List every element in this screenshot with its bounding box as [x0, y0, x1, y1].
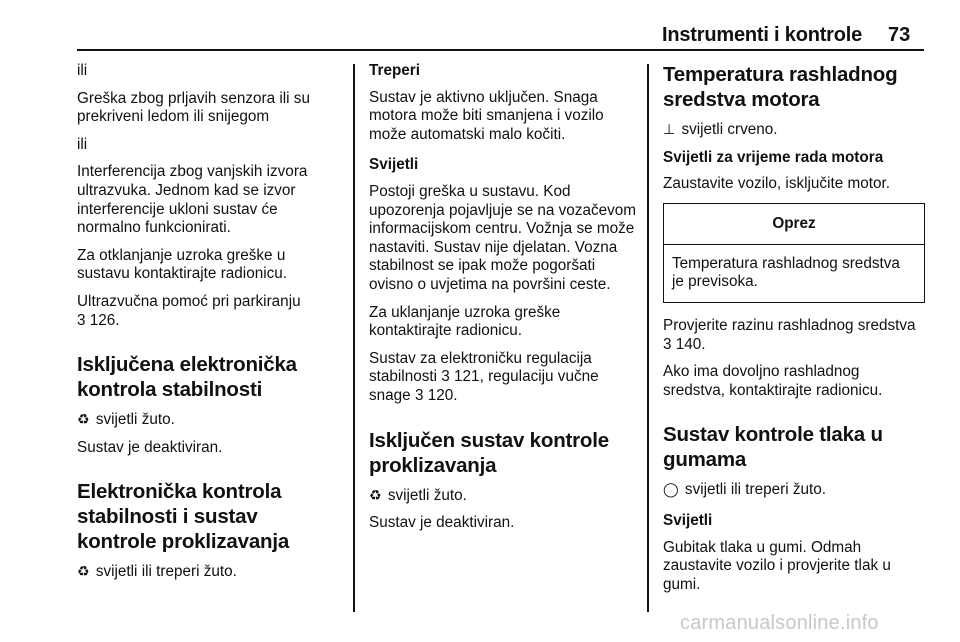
- indicator-line: [77, 410, 339, 430]
- paragraph: Gubitak tlaka u gumi. Odmah zaustavite vozilo i provjerite tlak u gumi.: [663, 538, 891, 593]
- section-heading-esc-off: Isključena elektronička kontrola stabilnosti: [77, 353, 297, 402]
- ref-text: Provjerite razinu rashladnog sredstva: [663, 316, 916, 334]
- ref-arrow-icon: 3: [77, 311, 86, 329]
- page-header-title: Instrumenti i kontrole: [662, 24, 863, 46]
- paragraph: ili: [77, 62, 88, 79]
- section-heading-tc-off: Isključen sustav kontrole proklizavanja: [369, 428, 609, 477]
- indicator-status: svijetli ili treperi žuto.: [95, 563, 237, 581]
- subheading-treperi: Treperi: [369, 62, 421, 79]
- column-3: [663, 62, 925, 603]
- paragraph: Zaustavite vozilo, isključite motor.: [663, 175, 890, 193]
- paragraph: Za uklanjanje uzroka greške kontaktirajte radionicu.: [369, 303, 561, 340]
- ref-text: Ultrazvučna pomoć pri parkiranju: [77, 292, 301, 310]
- section-heading-coolant: Temperatura rashladnog sredstva motora: [663, 63, 898, 111]
- section-heading-tpms: Sustav kontrole tlaka u gumama: [663, 423, 883, 472]
- ref-arrow-icon: 3: [663, 335, 672, 353]
- column-divider-1: [353, 64, 355, 612]
- column-divider-2: [647, 64, 649, 612]
- indicator-line: [369, 486, 637, 506]
- esc-warning-icon: ♻: [77, 563, 90, 580]
- column-1: [77, 62, 339, 591]
- indicator-line: [663, 480, 925, 500]
- ref-page[interactable]: 126.: [89, 311, 120, 329]
- paragraph: Sustav je deaktiviran.: [77, 438, 223, 456]
- subheading-running: Svijetli za vrijeme rada motora: [663, 148, 884, 166]
- ref-arrow-icon: 3: [414, 386, 424, 404]
- caution-title: Oprez: [664, 204, 924, 245]
- indicator-status: svijetli žuto.: [387, 486, 467, 504]
- subheading-svijetli: Svijetli: [369, 156, 419, 174]
- page-number: 73: [888, 24, 911, 46]
- ref-text[interactable]: 121, regulaciju vučne snage: [369, 368, 599, 404]
- caution-box: [663, 203, 925, 303]
- subheading-svijetli: Svijetli: [663, 511, 713, 529]
- traction-control-off-icon: ♻: [369, 486, 382, 503]
- header-divider: [77, 49, 924, 51]
- watermark: carmanualsonline.info: [680, 612, 879, 634]
- indicator-status: svijetli crveno.: [681, 121, 778, 138]
- paragraph: Sustav je aktivno uključen. Snaga motora može biti smanjena i vozilo može automatski malo kočiti.: [369, 88, 604, 143]
- indicator-status: svijetli ili treperi žuto.: [684, 481, 827, 499]
- cross-reference: [663, 317, 925, 354]
- ref-arrow-icon: 3: [441, 368, 450, 386]
- paragraph: Za otklanjanje uzroka greške u sustavu kontaktirajte radionicu.: [77, 246, 288, 283]
- paragraph: Interferencija zbog vanjskih izvora ultrazvuka. Jednom kad se izvor interferencije ukloni sustav će normalno funkcionirati.: [77, 163, 308, 237]
- esc-off-warning-icon: ♻: [77, 411, 90, 428]
- paragraph: Postoji greška u sustavu. Kod upozorenja pojavljuje se na vozačevom informacijskom centru. Vožnja se može nastaviti. Sustav nije djelatan. Vozna stabilnost se ipak može pogoršati ovisno o uvjetima na površini ceste.: [369, 182, 637, 293]
- paragraph: Ako ima dovoljno rashladnog sredstva, kontaktirajte radionicu.: [663, 363, 883, 399]
- tire-pressure-icon: ◯: [663, 481, 679, 498]
- section-heading-esc-tc: Elektronička kontrola stabilnosti i sustav kontrole proklizavanja: [77, 480, 290, 554]
- indicator-line: [663, 120, 925, 140]
- cross-reference: [369, 350, 637, 406]
- indicator-line: [77, 562, 339, 582]
- paragraph: Sustav je deaktiviran.: [369, 514, 515, 532]
- caution-text: Temperatura rashladnog sredstva je previsoka.: [672, 254, 900, 291]
- coolant-temperature-icon: ⊥: [663, 121, 676, 137]
- ref-text: Sustav za elektroničku regulacija stabilnosti: [369, 349, 592, 386]
- paragraph: ili: [77, 135, 88, 153]
- cross-reference: [77, 293, 339, 330]
- paragraph: Greška zbog prljavih senzora ili su prekriveni ledom ili snijegom: [77, 89, 310, 126]
- indicator-status: svijetli žuto.: [95, 411, 175, 429]
- column-2: [369, 62, 637, 542]
- ref-page[interactable]: 120.: [427, 386, 458, 404]
- ref-page[interactable]: 140.: [675, 335, 706, 353]
